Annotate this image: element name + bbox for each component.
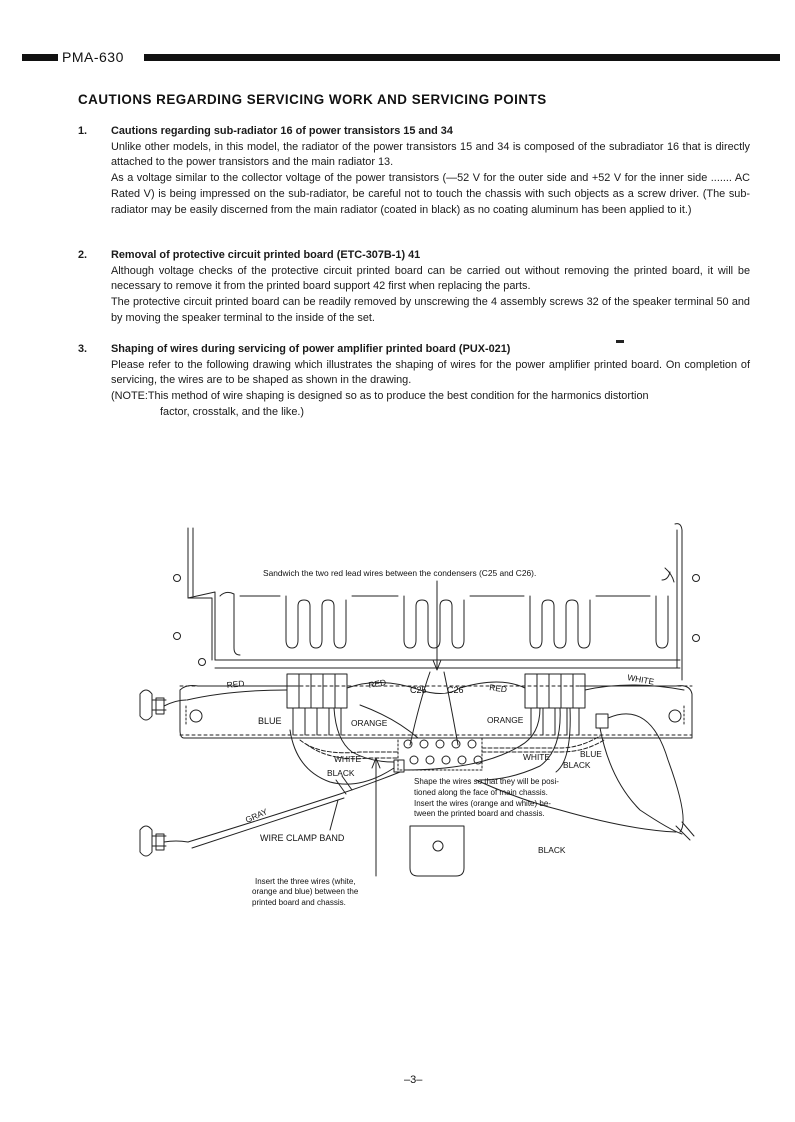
insert-note-line: Insert the three wires (white, bbox=[255, 877, 356, 886]
connector-right bbox=[596, 714, 608, 728]
section-paragraph: Although voltage checks of the protective circuit printed board can be carried out without removing the printed board, it will be necessary to remove it from the printed board support 42 first when replacing the parts. bbox=[111, 264, 750, 293]
note-text-continued: factor, crosstalk, and the like.) bbox=[160, 405, 305, 418]
section-paragraph: Please refer to the following drawing which illustrates the shaping of wires for the power amplifier printed board. On completion of servicing, the wires are to be shaped as shown in the drawing. bbox=[111, 358, 750, 387]
caption-top: Sandwich the two red lead wires between the condensers (C25 and C26). bbox=[263, 568, 537, 578]
label-red-left: RED bbox=[226, 678, 245, 690]
section-paragraph: Unlike other models, in this model, the radiator of the power transistors 15 and 34 is composed of the subradiator 16 that is directly attached to the power transistors and the main radiator 13. bbox=[111, 140, 750, 169]
section-paragraph: As a voltage similar to the collector voltage of the power transistors (—52 V for the outer side and +52 V for the inner side ....... AC Rated V) is being impressed on the sub-radiator, be careful not to touch the chassis with such objects as a screw driver. (The sub-radiator may be easily discerned from the main radiator (coated in black) as no coating aluminum has been applied to it.) bbox=[111, 172, 750, 216]
label-blue-left: BLUE bbox=[258, 716, 282, 726]
transistor-block-left bbox=[287, 674, 347, 735]
label-c26: C26 bbox=[447, 685, 464, 695]
section-number: 2. bbox=[78, 249, 88, 261]
section-number: 1. bbox=[78, 125, 88, 137]
note-label: (NOTE: bbox=[111, 390, 148, 403]
label-gray: GRAY bbox=[243, 806, 269, 825]
mount-hole bbox=[199, 659, 206, 666]
gray-wire bbox=[188, 772, 400, 842]
section-number: 3. bbox=[78, 343, 88, 355]
label-black-right: BLACK bbox=[563, 760, 591, 770]
label-blue-right: BLUE bbox=[580, 749, 602, 759]
label-orange-right: ORANGE bbox=[487, 715, 524, 725]
red-wire-mid bbox=[347, 682, 460, 693]
wire-clamp bbox=[336, 776, 352, 794]
mount-hole bbox=[693, 575, 700, 582]
page-title: CAUTIONS REGARDING SERVICING WORK AND SERVICING POINTS bbox=[78, 92, 547, 107]
insert-note-line: orange and blue) between the bbox=[252, 887, 359, 896]
label-white-left: WHITE bbox=[334, 754, 361, 764]
label-orange-left: ORANGE bbox=[351, 718, 388, 728]
label-black-bottom: BLACK bbox=[538, 845, 566, 855]
label-black-left: BLACK bbox=[327, 768, 355, 778]
shape-note-line: Insert the wires (orange and white) be- bbox=[414, 799, 551, 808]
shape-note-line: Shape the wires so that they will be posi- bbox=[414, 777, 559, 786]
shape-note-line: tween the printed board and chassis. bbox=[414, 809, 545, 818]
section-heading: Shaping of wires during servicing of power amplifier printed board (PUX-021) bbox=[111, 343, 511, 355]
insert-note-line: printed board and chassis. bbox=[252, 898, 346, 907]
label-red-mid: RED bbox=[367, 677, 387, 690]
left-panel-edge bbox=[188, 528, 215, 660]
label-white-mid: WHITE bbox=[523, 752, 550, 762]
red-wire-left bbox=[187, 690, 287, 700]
mount-hole bbox=[693, 635, 700, 642]
capacitor-row bbox=[404, 740, 482, 764]
right-panel-edge bbox=[675, 524, 682, 680]
section-heading: Removal of protective circuit printed board (ETC-307B-1) 41 bbox=[111, 249, 421, 261]
label-white-right: WHITE bbox=[626, 672, 655, 687]
mount-hole bbox=[174, 575, 181, 582]
note-text: This method of wire shaping is designed so as to produce the best condition for the harmonics distortion bbox=[147, 390, 649, 403]
speaker-terminal-bottom bbox=[140, 826, 166, 856]
shape-note-line: tioned along the face of main chassis. bbox=[414, 788, 548, 797]
label-red-right: RED bbox=[488, 682, 508, 695]
label-wire-clamp: WIRE CLAMP BAND bbox=[260, 833, 345, 843]
wire-connector bbox=[394, 760, 404, 772]
section-paragraph: The protective circuit printed board can be readily removed by unscrewing the 4 assembly screws 32 of the speaker terminal 50 and by moving the speaker terminal to the inside of the set. bbox=[111, 296, 750, 324]
mount-hole bbox=[174, 633, 181, 640]
section-heading: Cautions regarding sub-radiator 16 of power transistors 15 and 34 bbox=[111, 125, 453, 137]
heat-sink bbox=[215, 592, 680, 668]
page-number: –3– bbox=[404, 1074, 423, 1086]
speaker-terminal-top bbox=[140, 690, 166, 720]
model-name: PMA-630 bbox=[62, 49, 124, 65]
label-c25: C25 bbox=[410, 685, 427, 695]
transistor-block-right bbox=[525, 674, 585, 735]
